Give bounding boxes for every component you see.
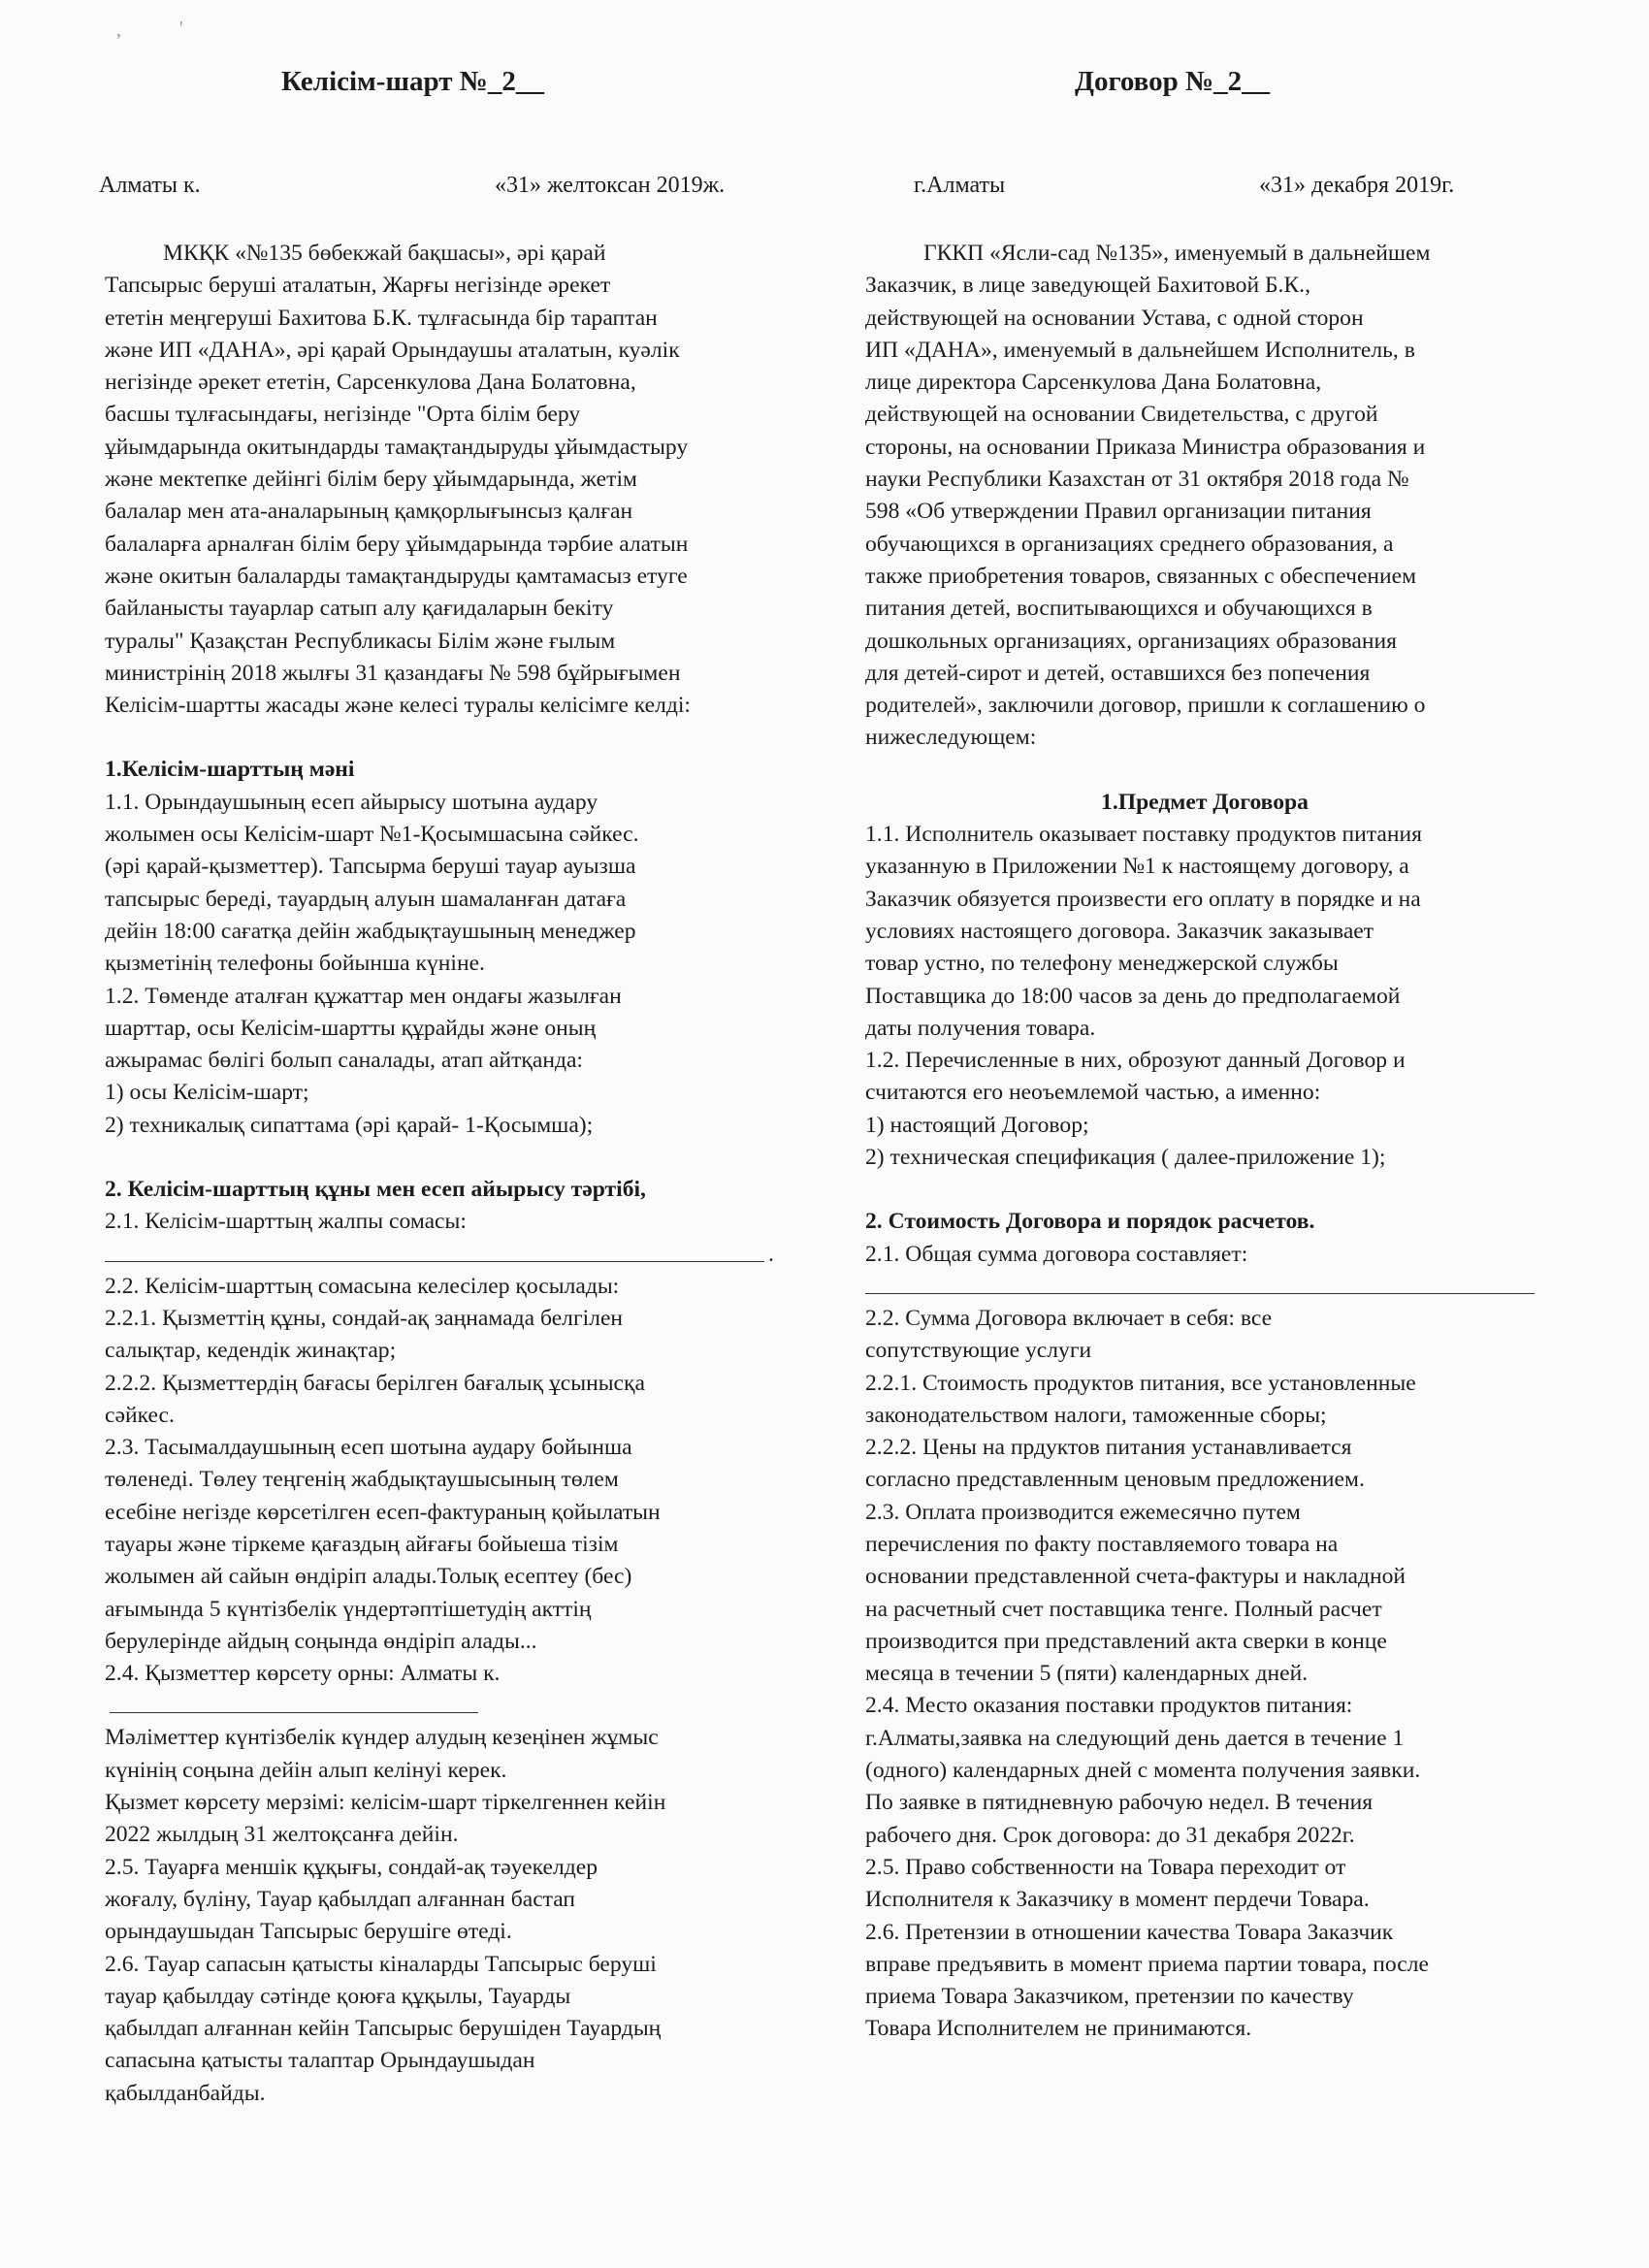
ru-intro-line: также приобретения товаров, связанных с обеспечением [865,563,1417,589]
kz-section-1-heading: 1.Келісім-шарттың мәні [105,757,355,783]
kz-section-2-part-c-line: 2.5. Тауарға меншік құқығы, сондай-ақ тәуекелдер [105,1854,598,1880]
kz-intro-line: және мектепке дейінгі білім беру ұйымдарында, жетім [105,467,637,493]
ru-section-2-part-b-line: на расчетный счет поставщика тенге. Полный расчет [865,1596,1382,1622]
kz-section-2-part-c-line: жоғалу, бүліну, Тауар қабылдап алғаннан бастап [105,1886,576,1912]
ru-section-2-part-b-line: 2.3. Оплата производится ежемесячно путем [865,1499,1301,1525]
kz-section-2-part-c [105,1722,803,2110]
kz-intro-line: Тапсырыс беруші аталатын, Жарғы негізінде әрекет [105,273,611,299]
ru-section-2-part-b-line: согласно представленным ценовым предложением. [865,1467,1365,1493]
ru-section-2-part-b-line: 2.2.1. Стоимость продуктов питания, все установленные [865,1370,1416,1396]
kz-section-1-line: 1.2. Төменде аталған құжаттар мен ондағы жазылған [105,983,622,1009]
ru-intro-line: нижеследующем: [865,725,1037,751]
scan-mark: , [116,19,121,41]
kz-section-2-part-b-line: ағымында 5 күнтізбелік үндертәптішетудің акттің [105,1596,592,1622]
ru-section-1-line: товар устно, по телефону менеджерской службы [865,951,1339,977]
ru-section-1-line: Поставщика до 18:00 часов за день до предполагаемой [865,983,1401,1009]
ru-intro-line: ИП «ДАНА», именуемый в дальнейшем Исполнитель, в [865,337,1415,363]
ru-intro-line: лице директора Сарсенкулова Дана Болатовна, [865,370,1322,396]
kz-section-2-heading: 2. Келісім-шарттың құны мен есеп айырысу тәртібі, [105,1177,646,1203]
ru-section-1-line: указанную в Приложении №1 к настоящему договору, а [865,854,1409,880]
kz-section-2-part-b-line: тауары және тіркеме қағаздың айғағы бойыеша тізім [105,1531,619,1557]
kz-section-2-part-b-line: салықтар, кедендік жинақтар; [105,1338,397,1364]
ru-intro-line: действующей на основании Устава, с одной сторон [865,305,1364,331]
kz-section-2-part-b-line: төленеді. Төлеу теңгенің жабдықтаушысының төлем [105,1467,619,1493]
ru-intro-line: 598 «Об утверждении Правил организации питания [865,499,1372,525]
ru-intro-line: для детей-сирот и детей, оставшихся без попечения [865,660,1371,686]
ru-section-1-line: даты получения товара. [865,1015,1096,1041]
ru-section-2-part-b-line: (одного) календарных дней с момента получения заявки. [865,1758,1421,1784]
ru-section-2-heading: 2. Стоимость Договора и порядок расчетов. [865,1209,1315,1235]
ru-title: Договор №_2__ [1075,66,1271,97]
kz-section-2-part-b-line: 2.2. Келісім-шарттың сомасына келесілер қосылады: [105,1273,620,1299]
ru-section-2-part-b-line: приема Товара Заказчиком, претензии по качеству [865,1984,1354,2010]
kz-section-1-line: жолымен осы Келісім-шарт №1-Қосымшасына сәйкес. [105,822,639,848]
ru-section-2-part-b-line: 2.6. Претензии в отношении качества Товара Заказчик [865,1919,1394,1945]
kz-section-2-part-c-line: қабылдап алғаннан кейін Тапсырыс берушіден Тауардың [105,2016,662,2042]
kz-section-2-part-c-line: тауар қабылдау сәтінде қоюға құқылы, Тауарды [105,1983,571,2009]
kz-section-1-line: дейін 18:00 сағатқа дейін жабдықтаушының менеджер [105,918,636,944]
ru-section-2-part-b [865,1303,1544,2046]
ru-section-1-heading: 1.Предмет Договора [1101,789,1309,815]
kz-section-2-part-b-line: жолымен ай сайын өндіріп алады.Толық есептеу (бес) [105,1564,632,1590]
ru-section-2-part-b-line: г.Алматы,заявка на следующий день дается в течение 1 [865,1725,1405,1751]
ru-section-2-part-b-line: 2.4. Место оказания поставки продуктов питания: [865,1693,1353,1719]
kz-sum-blank [105,1260,764,1262]
ru-section-1-line: 2) техническая спецификация ( далее-приложение 1); [865,1145,1386,1171]
ru-section-2-part-b-line: основании представленной счета-фактуры и накладной [865,1564,1406,1590]
kz-intro-line: МКҚК «№135 бөбекжай бақшасы», әрі қарай [163,241,606,266]
kz-section-2-part-b-line: берулерінде айдың соңында өндіріп алады... [105,1628,537,1654]
ru-section-2-part-b-line: производится при представлений акта сверки в конце [865,1628,1387,1654]
ru-intro-line: стороны, на основании Приказа Министра образования и [865,434,1426,460]
kz-intro-line: басшы тұлғасындағы, негізінде "Орта білім беру [105,402,581,428]
ru-intro-line: дошкольных организациях, организациях образования [865,628,1397,654]
ru-section-2-part-b-line: Товара Исполнителем не принимаются. [865,2016,1252,2042]
kz-section-2-part-b [105,1271,803,1691]
kz-section-2-part-c-line: сапасына қатысты талаптар Орындаушыдан [105,2048,535,2074]
ru-section-2-part-b-line: 2.5. Право собственности на Товара переходит от [865,1854,1346,1880]
kz-sum-dot: . [768,1241,774,1267]
ru-date: «31» декабря 2019г. [1259,173,1455,198]
kz-section-2-part-b-line: есебіне негізде көрсетілген есеп-фактураның қойылатын [105,1499,661,1525]
kz-date: «31» желтоксан 2019ж. [495,173,726,198]
ru-intro-line: родителей», заключили договор, пришли к соглашению о [865,693,1426,719]
ru-section-2-part-b-line: законодательством налоги, таможенные сборы; [865,1402,1327,1428]
kz-section-1-line: қызметінің телефоны бойынша күніне. [105,951,485,977]
kz-section-1-line: 1.1. Орындаушының есеп айырысу шотына аудару [105,789,598,815]
kz-intro-line: негізінде әрекет ететін, Сарсенкулова Дана Болатовна, [105,370,636,396]
kz-section-2-part-b-line: 2.4. Қызметтер көрсету орны: Алматы к. [105,1661,501,1687]
kz-intro-line: және окитын балаларды тамақтандыруды қамтамасыз етуге [105,563,688,589]
ru-intro [865,238,1544,755]
ru-city: г.Алматы [914,173,1006,198]
ru-section-1 [865,819,1544,1174]
kz-section-1-line: тапсырыс береді, тауардың алуын шамаланған датаға [105,886,627,912]
ru-section-1-line: 1.2. Перечисленные в них, оброзуют данный Договор и [865,1048,1406,1074]
kazakh-column [105,238,803,2110]
kz-intro-line: министрінің 2018 жылғы 31 қазандағы № 598 бұйрығымен [105,660,681,686]
kz-section-1 [105,787,803,1142]
kz-intro-line: балаларға арналған білім беру ұйымдарында тәрбие алатын [105,531,689,557]
ru-section-2-part-b-line: вправе предъявить в момент приема партии товара, после [865,1951,1429,1977]
ru-section-1-line: считаются его неоъемлемой частью, а именно: [865,1080,1321,1106]
kz-section-2-part-c-line: күнінің соңына дейін алып келінуі керек. [105,1757,507,1783]
kz-section-1-line: 1) осы Келісім-шарт; [105,1080,309,1106]
kz-title: Келісім-шарт №_2__ [281,66,544,97]
ru-intro-line: Заказчик, в лице заведующей Бахитовой Б.К., [865,273,1310,299]
ru-clause-2-1: 2.1. Общая сумма договора составляет: [865,1241,1248,1267]
scan-mark: ' [179,17,183,39]
ru-sum-blank [865,1292,1535,1294]
kz-section-2-part-c-line: Мәліметтер күнтізбелік күндер алудың кезеңінен жұмыс [105,1725,659,1751]
ru-section-1-line: 1.1. Исполнитель оказывает поставку продуктов питания [865,822,1422,848]
ru-intro-line: ГККП «Ясли-сад №135», именуемый в дальнейшем [923,241,1431,266]
ru-section-2-part-b-line: месяца в течении 5 (пяти) календарных дней. [865,1661,1309,1687]
ru-section-2-part-b-line: 2.2.2. Цены на прдуктов питания устанавливается [865,1435,1352,1461]
ru-section-2-part-b-line: По заявке в пятидневную рабочую недел. В течения [865,1790,1374,1816]
ru-intro-line: науки Республики Казахстан от 31 октября 2018 года № [865,467,1409,493]
kz-section-2-part-c-line: орындаушыдан Тапсырыс берушіге өтеді. [105,1919,512,1945]
kz-clause-2-1: 2.1. Келісім-шарттың жалпы сомасы: [105,1209,467,1235]
kz-section-2-part-b-line: 2.2.2. Қызметтердің бағасы берілген бағалық ұсынысқа [105,1370,645,1396]
kz-section-1-line: 2) техникалық сипаттама (әрі қарай- 1-Қосымша); [105,1112,594,1138]
kz-section-2-part-b-line: 2.2.1. Қызметтің құны, сондай-ақ заңнамада белгілен [105,1305,624,1331]
ru-section-1-line: условиях настоящего договора. Заказчик заказывает [865,918,1374,944]
kz-section-1-line: (әрі қарай-қызметтер). Тапсырма беруші тауар ауызша [105,854,636,880]
ru-intro-line: действующей на основании Свидетельства, с другой [865,402,1378,428]
kz-section-2-part-c-line: 2.6. Тауар сапасын қатысты кіналарды Тапсырыс беруші [105,1951,657,1977]
ru-section-2-part-b-line: сопутствующие услуги [865,1338,1092,1364]
kz-section-2-part-c-line: қабылданбайды. [105,2080,266,2106]
ru-intro-line: питания детей, воспитывающихся и обучающихся в [865,596,1373,622]
kz-section-1-line: ажырамас бөлігі болып саналады, атап айтқанда: [105,1048,583,1074]
kz-intro-line: және ИП «ДАНА», әрі қарай Орындаушы аталатын, куәлік [105,337,680,363]
ru-section-1-line: 1) настоящий Договор; [865,1112,1089,1138]
kz-intro-line: туралы" Қазақстан Республикасы Білім және ғылым [105,628,616,654]
kz-intro-line: байланысты тауарлар сатып алу қағидаларын бекіту [105,596,614,622]
kz-intro-line: Келісім-шартты жасады және келесі туралы келісімге келді: [105,693,691,719]
kz-city: Алматы к. [99,173,201,198]
kz-section-2-part-c-line: 2022 жылдың 31 желтоқсанға дейін. [105,1822,459,1848]
ru-section-2-part-b-line: перечисления по факту поставляемого товара на [865,1531,1339,1557]
kz-intro [105,238,803,722]
kz-intro-line: балалар мен ата-аналарының қамқорлығынсыз қалған [105,499,633,525]
kz-intro-line: ұйымдарында окитындарды тамақтандыруды ұйымдастыру [105,434,689,460]
ru-section-2-part-b-line: рабочего дня. Срок договора: до 31 декабря 2022г. [865,1822,1355,1848]
kz-section-2-part-b-line: сәйкес. [105,1402,175,1428]
ru-intro-line: обучающихся в организациях среднего образования, а [865,531,1394,557]
kz-section-1-line: шарттар, осы Келісім-шартты құрайды және оның [105,1015,597,1041]
ru-section-2-part-b-line: Исполнителя к Заказчику в момент пердечи Товара. [865,1887,1370,1913]
kz-section-2-part-c-line: Қызмет көрсету мерзімі: келісім-шарт тіркелгеннен кейін [105,1790,666,1816]
russian-column [865,238,1544,2046]
ru-section-1-line: Заказчик обязуется произвести его оплату в порядке и на [865,886,1421,912]
ru-section-2-part-b-line: 2.2. Сумма Договора включает в себя: все [865,1305,1273,1331]
kz-place-blank [110,1711,478,1713]
kz-intro-line: ететін меңгеруші Бахитова Б.К. тұлғасында бір тараптан [105,305,658,331]
kz-section-2-part-b-line: 2.3. Тасымалдаушының есеп шотына аудару бойынша [105,1435,632,1461]
